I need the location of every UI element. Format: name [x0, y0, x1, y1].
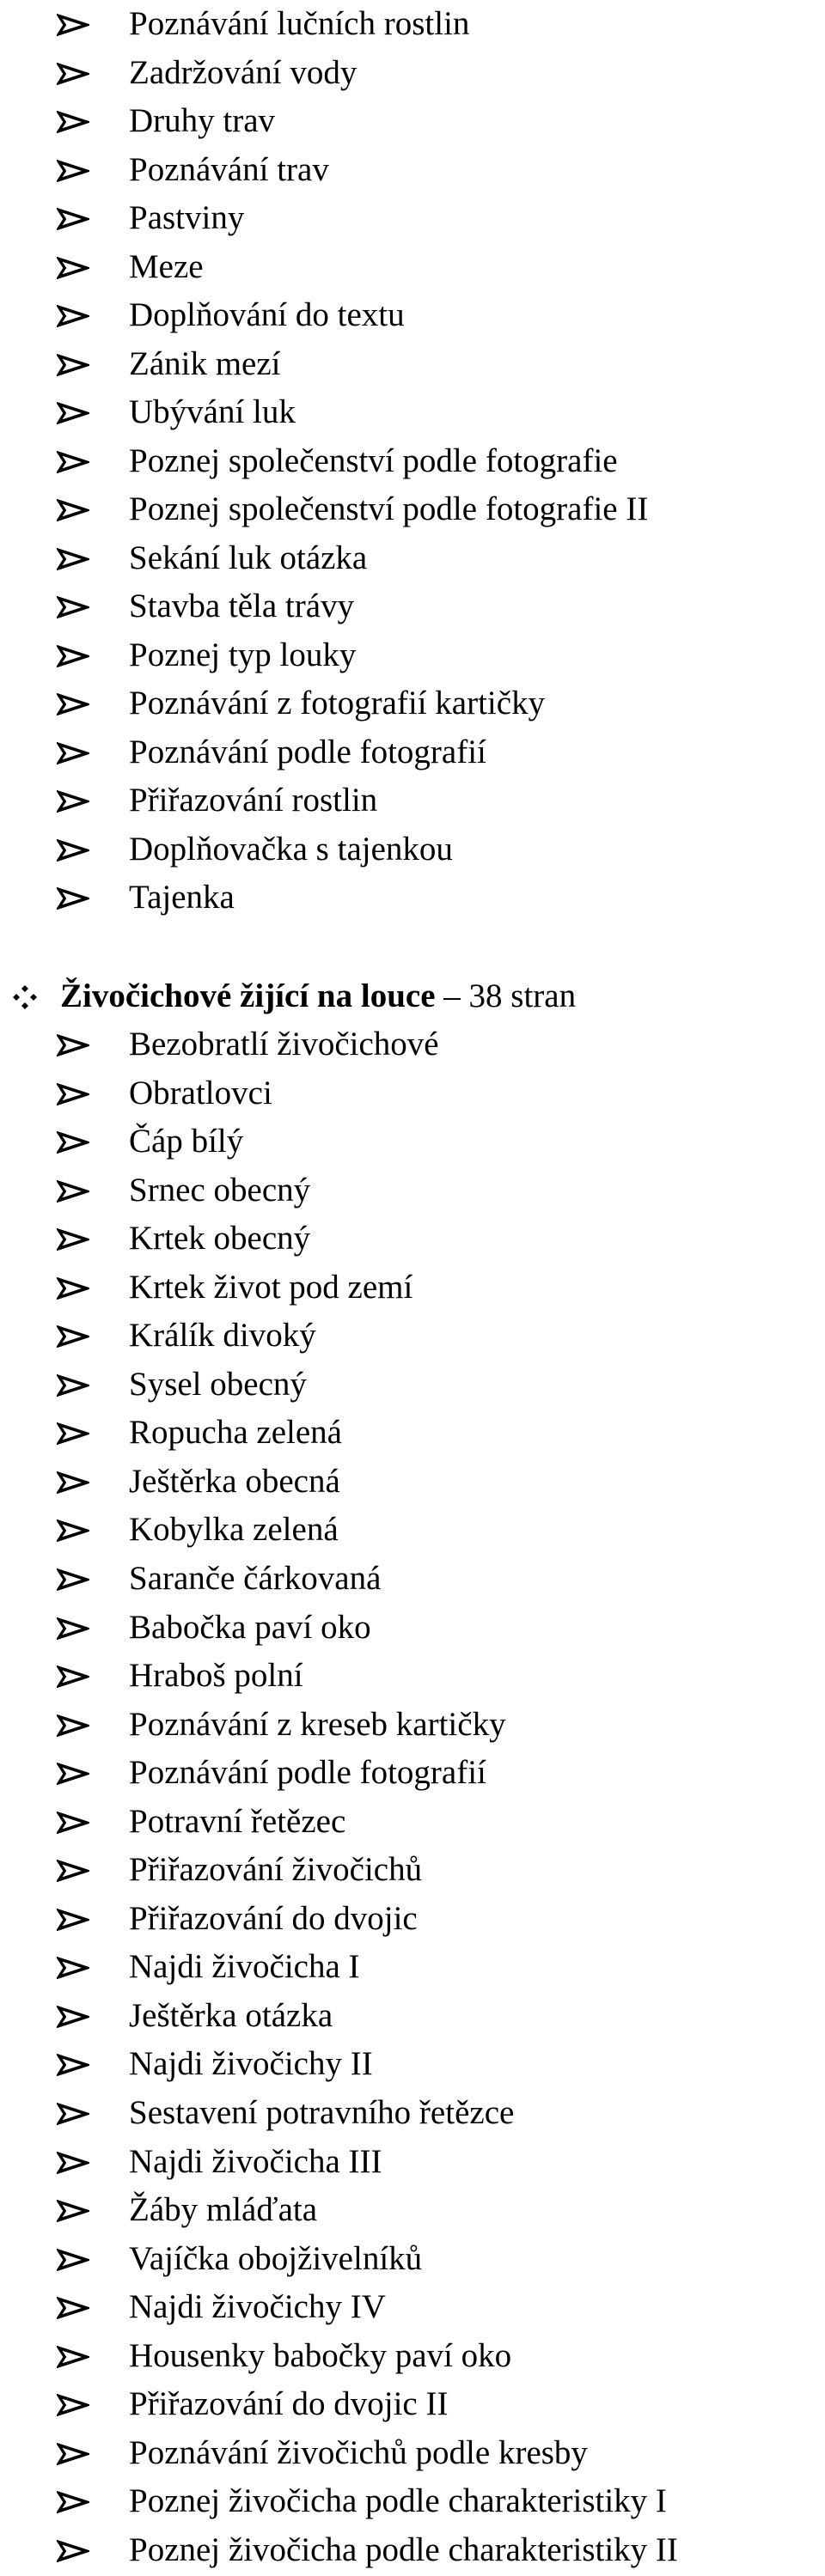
list-item-text: Čáp bílý — [129, 1123, 244, 1160]
arrowhead-bullet-icon — [57, 2054, 89, 2076]
arrowhead-bullet-icon — [57, 2006, 89, 2028]
list-item-text: Saranče čárkovaná — [129, 1560, 382, 1598]
arrowhead-bullet-icon — [57, 1519, 89, 1542]
arrowhead-bullet-icon — [57, 1957, 89, 1979]
arrowhead-bullet-icon — [57, 2540, 89, 2562]
arrowhead-bullet-icon — [57, 2443, 89, 2465]
arrowhead-bullet-icon — [57, 645, 89, 667]
list-item-text: Druhy trav — [129, 102, 276, 139]
arrowhead-bullet-icon — [57, 2491, 89, 2513]
section-header — [0, 972, 825, 1020]
list-item-text: Poznávání z kreseb kartičky — [129, 1705, 506, 1743]
list-item-text: Poznej živočicha podle charakteristiky II — [129, 2530, 678, 2568]
arrowhead-bullet-icon — [57, 2103, 89, 2125]
arrowhead-bullet-icon — [57, 548, 89, 570]
arrowhead-bullet-icon — [57, 839, 89, 862]
list-item-text: Žáby mláďata — [129, 2191, 318, 2229]
list-item-text: Přiřazování živočichů — [129, 1851, 423, 1889]
list-item-text: Poznávání živočichů podle kresby — [129, 2433, 588, 2471]
arrowhead-bullet-icon — [57, 257, 89, 279]
arrowhead-bullet-icon — [57, 1714, 89, 1737]
list-item-text: Sysel obecný — [129, 1365, 307, 1403]
four-diamond-bullet-icon — [12, 984, 38, 1010]
list-item-text: Najdi živočicha I — [129, 1948, 360, 1986]
list-item-text: Poznávání lučních rostlin — [129, 5, 470, 42]
list-item-text: Obratlovci — [129, 1074, 272, 1111]
arrowhead-bullet-icon — [57, 1909, 89, 1931]
list-item-text: Vajíčka obojživelníků — [129, 2239, 423, 2277]
list-item-text: Přiřazování do dvojic II — [129, 2385, 449, 2423]
arrowhead-bullet-icon — [57, 790, 89, 813]
arrowhead-bullet-icon — [57, 111, 89, 133]
arrowhead-bullet-icon — [57, 451, 89, 473]
section-title — [60, 972, 576, 1020]
list-item-text: Najdi živočichy II — [129, 2045, 373, 2083]
list-item-text: Krtek život pod zemí — [129, 1268, 413, 1306]
arrowhead-bullet-icon — [57, 1083, 89, 1105]
arrowhead-bullet-icon — [57, 2346, 89, 2368]
list-item-text: Zánik mezí — [129, 344, 281, 382]
arrowhead-bullet-icon — [57, 1422, 89, 1445]
list-item-text: Poznej společenství podle fotografie II — [129, 490, 649, 527]
arrowhead-bullet-icon — [57, 2297, 89, 2319]
arrowhead-bullet-icon — [57, 63, 89, 85]
arrowhead-bullet-icon — [57, 14, 89, 36]
arrowhead-bullet-icon — [57, 160, 89, 182]
arrowhead-bullet-icon — [57, 208, 89, 230]
arrowhead-bullet-icon — [57, 1812, 89, 1834]
list-item-text: Krtek obecný — [129, 1220, 311, 1258]
arrowhead-bullet-icon — [57, 1568, 89, 1591]
list-item-text: Kobylka zelená — [129, 1511, 339, 1549]
arrowhead-bullet-icon — [57, 887, 89, 910]
list-item-text: Doplňovačka s tajenkou — [129, 830, 453, 868]
list-item-text: Přiřazování do dvojic — [129, 1899, 418, 1937]
arrowhead-bullet-icon — [57, 1860, 89, 1882]
list-item-text: Přiřazování rostlin — [129, 782, 378, 819]
arrowhead-bullet-icon — [57, 2394, 89, 2416]
list-item-text: Sestavení potravního řetězce — [129, 2094, 515, 2132]
arrowhead-bullet-icon — [57, 1131, 89, 1154]
arrowhead-bullet-icon — [57, 1374, 89, 1397]
arrowhead-bullet-icon — [57, 1763, 89, 1785]
list-item-text: Poznávání podle fotografií — [129, 733, 486, 770]
arrowhead-bullet-icon — [57, 693, 89, 716]
list-item-text: Hraboš polní — [129, 1657, 303, 1695]
list-item-text: Stavba těla trávy — [129, 588, 355, 624]
list-item-text: Sekání luk otázka — [129, 539, 368, 576]
list-item-text: Meze — [129, 247, 204, 285]
arrowhead-bullet-icon — [57, 2152, 89, 2174]
arrowhead-bullet-icon — [57, 1277, 89, 1300]
arrowhead-bullet-icon — [57, 305, 89, 327]
list-item-text: Ubývání luk — [129, 393, 296, 430]
list-item-text: Housenky babočky paví oko — [129, 2336, 512, 2374]
list-item-text: Pastviny — [129, 199, 245, 236]
list-item-text: Potravní řetězec — [129, 1802, 346, 1840]
arrowhead-bullet-icon — [57, 742, 89, 764]
section-page-count: – 38 stran — [435, 977, 577, 1014]
section-title-text: Živočichové žijící na louce — [60, 977, 436, 1014]
list-item-text: Babočka paví oko — [129, 1608, 371, 1646]
list-item-text: Najdi živočicha III — [129, 2142, 382, 2180]
arrowhead-bullet-icon — [57, 402, 89, 424]
list-item-text: Ropucha zelená — [129, 1414, 342, 1452]
list-item-text: Ještěrka otázka — [129, 1996, 333, 2034]
arrowhead-bullet-icon — [57, 354, 89, 376]
list-item-text: Zadržování vody — [129, 53, 358, 91]
list-item-text: Poznávání trav — [129, 150, 329, 188]
list-item-text: Poznej typ louky — [129, 636, 357, 673]
arrowhead-bullet-icon — [57, 1180, 89, 1203]
list-item-text: Poznej živočicha podle charakteristiky I — [129, 2482, 667, 2520]
list-item-text: Poznej společenství podle fotografie — [129, 442, 618, 479]
list-item-text: Najdi živočichy IV — [129, 2288, 386, 2326]
list-item-text: Tajenka — [129, 879, 235, 916]
arrowhead-bullet-icon — [57, 1325, 89, 1348]
arrowhead-bullet-icon — [57, 596, 89, 618]
list-item-text: Doplňování do textu — [129, 296, 405, 333]
arrowhead-bullet-icon — [57, 2200, 89, 2222]
list-item-text: Králík divoký — [129, 1317, 316, 1355]
arrowhead-bullet-icon — [57, 1471, 89, 1494]
list-item-text: Bezobratlí živočichové — [129, 1026, 439, 1063]
arrowhead-bullet-icon — [57, 1666, 89, 1688]
arrowhead-bullet-icon — [57, 2249, 89, 2271]
list-item-text: Ještěrka obecná — [129, 1462, 340, 1500]
arrowhead-bullet-icon — [57, 1228, 89, 1251]
list-item-text: Poznávání z fotografií kartičky — [129, 685, 546, 722]
arrowhead-bullet-icon — [57, 1034, 89, 1057]
list-item-text: Srnec obecný — [129, 1171, 311, 1209]
arrowhead-bullet-icon — [57, 1617, 89, 1640]
list-item-text: Poznávání podle fotografií — [129, 1754, 486, 1792]
arrowhead-bullet-icon — [57, 499, 89, 521]
